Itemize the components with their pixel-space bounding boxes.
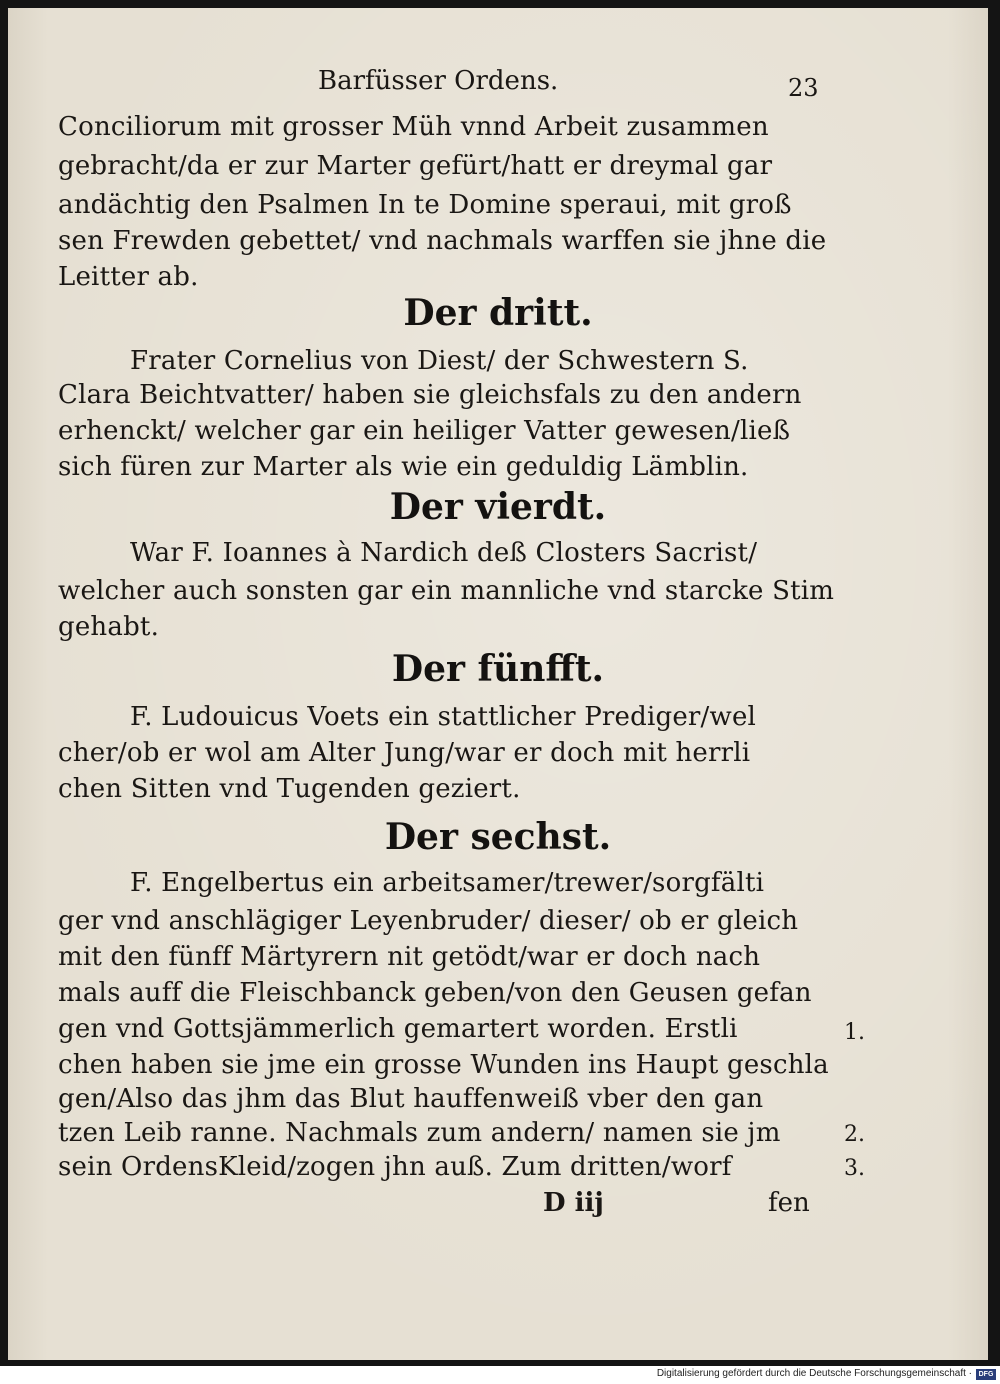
running-head: Barfüsser Ordens. — [318, 66, 559, 96]
text-line: gebracht/da er zur Marter gefürt/hatt er dreymal gar — [58, 151, 773, 181]
text-line: andächtig den Psalmen In te Domine speraui, mit groß — [58, 190, 792, 220]
text-line: sich füren zur Marter als wie ein geduldig Lämblin. — [58, 452, 749, 482]
text-line: mit den fünff Märtyrern nit getödt/war er doch nach — [58, 942, 761, 972]
section-heading: Der fünfft. — [391, 648, 605, 690]
margin-number: 3. — [844, 1156, 865, 1181]
dfg-logo-icon: DFG — [976, 1369, 996, 1380]
text-line: sein OrdensKleid/zogen jhn auß. Zum dritten/worf — [58, 1152, 732, 1182]
text-line: chen Sitten vnd Tugenden geziert. — [58, 774, 521, 804]
text-line: gen vnd Gottsjämmerlich gemartert worden. Erstli — [58, 1014, 738, 1044]
text-line: gehabt. — [58, 612, 160, 642]
section-heading: Der sechst. — [384, 816, 612, 858]
text-line: gen/Also das jhm das Blut hauffenweiß vber den gan — [58, 1084, 764, 1114]
text-line: mals auff die Fleischbanck geben/von den Geusen gefan — [58, 978, 812, 1008]
text-line: F. Ludouicus Voets ein stattlicher Prediger/wel — [130, 702, 757, 732]
text-line: Conciliorum mit grosser Müh vnnd Arbeit zusammen — [58, 112, 769, 142]
catchword: fen — [768, 1188, 810, 1218]
margin-number: 2. — [844, 1122, 865, 1147]
margin-number: 1. — [844, 1020, 865, 1045]
text-line: chen haben sie jme ein grosse Wunden ins Haupt geschla — [58, 1050, 829, 1080]
section-heading: Der dritt. — [403, 292, 593, 334]
section-heading: Der vierdt. — [389, 486, 607, 528]
text-line: erhenckt/ welcher gar ein heiliger Vatter gewesen/ließ — [58, 416, 791, 446]
text-line: tzen Leib ranne. Nachmals zum andern/ namen sie jm — [58, 1118, 781, 1148]
footer-bar — [0, 1366, 1000, 1384]
text-line: War F. Ioannes à Nardich deß Closters Sacrist/ — [130, 538, 758, 568]
text-line: Frater Cornelius von Diest/ der Schwestern S. — [130, 346, 749, 376]
text-line: sen Frewden gebettet/ vnd nachmals warffen sie jhne die — [58, 226, 827, 256]
text-line: cher/ob er wol am Alter Jung/war er doch mit herrli — [58, 738, 751, 768]
text-line: welcher auch sonsten gar ein mannliche vnd starcke Stim — [58, 576, 835, 606]
footer-credit: Digitalisierung gefördert durch die Deutsche Forschungsgemeinschaft · — [656, 1368, 972, 1379]
signature-mark: D iij — [543, 1188, 604, 1218]
text-line: F. Engelbertus ein arbeitsamer/trewer/sorgfälti — [130, 868, 765, 898]
text-line: Leitter ab. — [58, 262, 199, 292]
text-line: Clara Beichtvatter/ haben sie gleichsfals zu den andern — [58, 380, 802, 410]
paper-sheet — [8, 8, 988, 1360]
page-number: 23 — [788, 74, 819, 102]
text-line: ger vnd anschlägiger Leyenbruder/ dieser/ ob er gleich — [58, 906, 799, 936]
